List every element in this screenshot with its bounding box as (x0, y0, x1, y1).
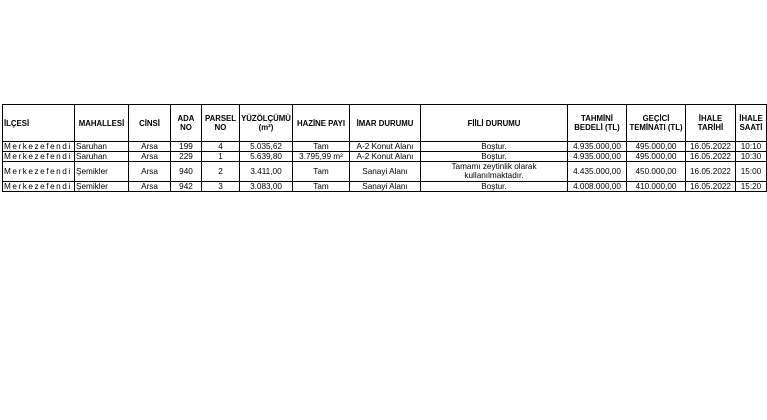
cell-ilce: Merkezefendi (3, 142, 75, 152)
cell-tahmini-bedeli: 4.008.000,00 (568, 182, 627, 192)
header-gecici-teminati: GEÇİCİ TEMİNATI (TL) (627, 105, 686, 142)
cell-tahmini-bedeli: 4.935.000,00 (568, 142, 627, 152)
cell-fiili-durumu: Boştur. (421, 152, 568, 162)
table-row (3, 182, 767, 192)
header-ihale-tarihi: İHALE TARİHİ (686, 105, 736, 142)
cell-hazine-payi: Tam (293, 142, 350, 152)
cell-parsel-no: 2 (202, 162, 240, 182)
cell-ada-no: 229 (171, 152, 202, 162)
cell-hazine-payi: Tam (293, 162, 350, 182)
cell-cinsi: Arsa (129, 142, 171, 152)
header-ihale-saati: İHALE SAATİ (736, 105, 767, 142)
cell-cinsi: Arsa (129, 152, 171, 162)
cell-ada-no: 940 (171, 162, 202, 182)
cell-fiili-durumu: Boştur. (421, 142, 568, 152)
auction-table (2, 104, 767, 192)
cell-imar-durumu: Sanayi Alanı (350, 182, 421, 192)
table-row (3, 152, 767, 162)
header-hazine-payi: HAZİNE PAYI (293, 105, 350, 142)
cell-gecici-teminati: 450.000,00 (627, 162, 686, 182)
cell-tahmini-bedeli: 4.935.000,00 (568, 152, 627, 162)
header-yuzolcumu: YÜZÖLÇÜMÜ (m²) (240, 105, 293, 142)
header-ada-no: ADA NO (171, 105, 202, 142)
header-fiili-durumu: FİİLİ DURUMU (421, 105, 568, 142)
table-row (3, 162, 767, 182)
cell-ihale-tarihi: 16.05.2022 (686, 182, 736, 192)
cell-yuzolcumu: 3.083,00 (240, 182, 293, 192)
cell-imar-durumu: A-2 Konut Alanı (350, 142, 421, 152)
cell-hazine-payi: 3.795,99 m² (293, 152, 350, 162)
cell-ada-no: 199 (171, 142, 202, 152)
auction-table-container (2, 104, 767, 192)
cell-ihale-saati: 10:10 (736, 142, 767, 152)
cell-cinsi: Arsa (129, 182, 171, 192)
cell-ihale-saati: 10:30 (736, 152, 767, 162)
cell-gecici-teminati: 410.000,00 (627, 182, 686, 192)
header-row (3, 105, 767, 142)
cell-parsel-no: 1 (202, 152, 240, 162)
cell-gecici-teminati: 495.000,00 (627, 152, 686, 162)
header-mahalle: MAHALLESİ (75, 105, 129, 142)
header-tahmini-bedeli: TAHMİNİ BEDELİ (TL) (568, 105, 627, 142)
cell-ihale-tarihi: 16.05.2022 (686, 162, 736, 182)
cell-hazine-payi: Tam (293, 182, 350, 192)
cell-ilce: Merkezefendi (3, 182, 75, 192)
cell-fiili-durumu: Tamamı zeytinlik olarak kullanılmaktadır. (421, 162, 568, 182)
cell-fiili-durumu: Boştur. (421, 182, 568, 192)
cell-mahalle: Şemikler (75, 182, 129, 192)
cell-ilce: Merkezefendi (3, 162, 75, 182)
cell-parsel-no: 3 (202, 182, 240, 192)
table-row (3, 142, 767, 152)
cell-ihale-saati: 15:00 (736, 162, 767, 182)
cell-mahalle: Saruhan (75, 152, 129, 162)
cell-tahmini-bedeli: 4.435.000,00 (568, 162, 627, 182)
cell-imar-durumu: Sanayi Alanı (350, 162, 421, 182)
cell-parsel-no: 4 (202, 142, 240, 152)
cell-imar-durumu: A-2 Konut Alanı (350, 152, 421, 162)
cell-ada-no: 942 (171, 182, 202, 192)
cell-ihale-tarihi: 16.05.2022 (686, 152, 736, 162)
cell-mahalle: Şemikler (75, 162, 129, 182)
header-imar-durumu: İMAR DURUMU (350, 105, 421, 142)
cell-yuzolcumu: 3.411,00 (240, 162, 293, 182)
cell-gecici-teminati: 495.000,00 (627, 142, 686, 152)
cell-cinsi: Arsa (129, 162, 171, 182)
header-cinsi: CİNSİ (129, 105, 171, 142)
cell-yuzolcumu: 5.639,80 (240, 152, 293, 162)
cell-ihale-saati: 15:20 (736, 182, 767, 192)
cell-mahalle: Saruhan (75, 142, 129, 152)
cell-ilce: Merkezefendi (3, 152, 75, 162)
cell-ihale-tarihi: 16.05.2022 (686, 142, 736, 152)
header-ilce: İLÇESİ (3, 105, 75, 142)
cell-yuzolcumu: 5.035,62 (240, 142, 293, 152)
header-parsel-no: PARSEL NO (202, 105, 240, 142)
